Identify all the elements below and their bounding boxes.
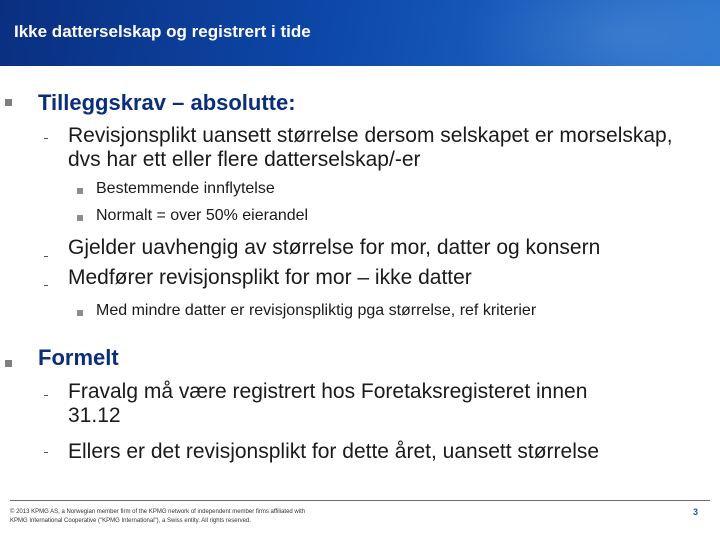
dash-bullet-icon	[44, 395, 48, 396]
bullet-item: Fravalg må være registrert hos Foretaksregisteret innen 31.12	[68, 380, 588, 427]
dash-bullet-icon	[44, 452, 48, 453]
dash-bullet-icon	[44, 138, 48, 139]
bullet-square-icon	[77, 215, 83, 221]
sub-bullet-item: Bestemmende innflytelse	[96, 180, 275, 197]
footer-copyright	[10, 508, 305, 526]
bullet-square-icon	[5, 99, 12, 106]
bullet-square-icon	[77, 188, 83, 194]
dash-bullet-icon	[44, 285, 48, 286]
section-heading: Tilleggskrav – absolutte:	[38, 90, 296, 115]
bullet-item: Revisjonsplikt uansett størrelse dersom selskapet er morselskap, dvs har ett eller flere datterselskap/-er	[68, 124, 673, 171]
sub-bullet-item: Med mindre datter er revisjonspliktig pga størrelse, ref kriterier	[96, 302, 537, 319]
footer-line-2: KPMG International Cooperative ("KPMG International"), a Swiss entity. All rights reserved.	[10, 518, 251, 524]
section-heading: Formelt	[38, 345, 119, 370]
slide-title: Ikke datterselskap og registrert i tide	[14, 22, 311, 41]
bullet-item: Medfører revisjonsplikt for mor – ikke datter	[68, 266, 472, 289]
dash-bullet-icon	[44, 256, 48, 257]
footer-divider	[10, 500, 710, 501]
sub-bullet-item: Normalt = over 50% eierandel	[96, 207, 309, 224]
page-number: 3	[692, 507, 698, 517]
bullet-square-icon	[77, 310, 83, 316]
bullet-item: Gjelder uavhengig av størrelse for mor, datter og konsern	[68, 236, 601, 259]
footer-line-1: © 2013 KPMG AS, a Norwegian member firm of the KPMG network of independent member firms affiliated with	[10, 509, 306, 515]
bullet-square-icon	[5, 360, 12, 367]
bullet-item: Ellers er det revisjonsplikt for dette året, uansett størrelse	[68, 440, 600, 463]
